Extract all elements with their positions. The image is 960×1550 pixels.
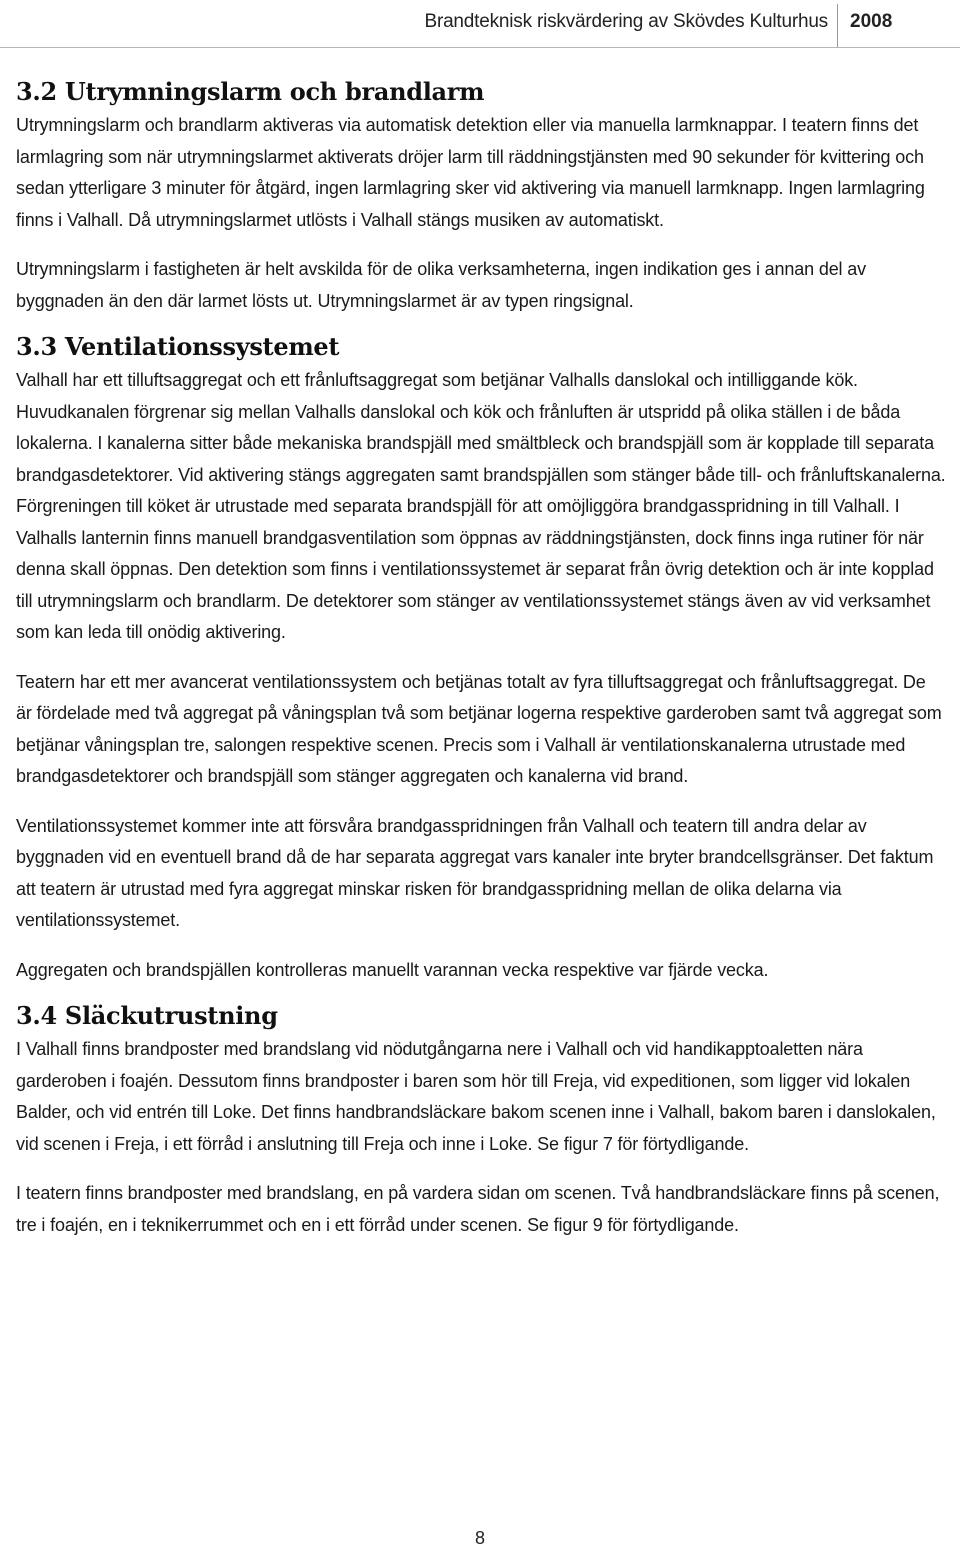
section-ventilation <box>16 329 946 986</box>
paragraph: Aggregaten och brandspjällen kontrolleras manuellt varannan vecka respektive var fjärde vecka. <box>16 959 769 980</box>
header-separator <box>837 4 838 48</box>
paragraph: Utrymningslarm i fastigheten är helt avskilda för de olika verksamheterna, ingen indikation ges i annan del av byggnaden än den där larmet lösts ut. Utrymningslarmet är av typen ringsignal. <box>16 259 866 311</box>
section-utrymningslarm <box>16 74 946 317</box>
header-title: Brandteknisk riskvärdering av Skövdes Kulturhus <box>424 11 828 32</box>
paragraph: Teatern har ett mer avancerat ventilationssystem och betjänas totalt av fyra tilluftsaggregat och frånluftsaggregat. De är fördelade med två aggregat på våningsplan två som betjänar logerna respektive garderoben samt två aggregat som betjänar våningsplan tre, salongen respektive scenen. Precis som i Valhall är ventilationskanalerna utrustade med brandgasdetektorer och brandspjäll som stänger aggregaten och kanalerna vid brand. <box>16 671 942 786</box>
header-year: 2008 <box>850 11 893 32</box>
paragraph: I teatern finns brandposter med brandslang, en på vardera sidan om scenen. Två handbrandsläckare finns på scenen, tre i foajén, en i teknikerrummet och en i ett förråd under scenen. Se figur 9 för förtydligande. <box>16 1183 940 1235</box>
section-heading: 3.4 Släckutrustning <box>16 1001 278 1030</box>
header-rule <box>0 47 960 48</box>
paragraph: Ventilationssystemet kommer inte att försvåra brandgasspridningen från Valhall och teatern till andra delar av byggnaden vid en eventuell brand då de har separata aggregat vars kanaler inte bryter brandcellsgränser. Det faktum att teatern är utrustad med fyra aggregat minskar risken för brandgasspridning mellan de olika delarna via ventilationssystemet. <box>16 815 934 930</box>
paragraph: Valhall har ett tilluftsaggregat och ett frånluftsaggregat som betjänar Valhalls danslokal och intilliggande kök. Huvudkanalen förgrenar sig mellan Valhalls danslokal och kök och frånluften är utspridd på olika ställen i de båda lokalerna. I kanalerna sitter både mekaniska brandspjäll med smältbleck och brandspjäll som är kopplade till separata brandgasdetektorer. Vid aktivering stängs aggregaten samt brandspjällen som stänger både till- och frånluftskanalerna. Förgreningen till köket är utrustade med separata brandspjäll för att omöjliggöra brandgasspridning in till Valhall. I Valhalls lanternin finns manuell brandgasventilation som öppnas av räddningstjänsten, dock finns inga rutiner för när denna skall öppnas. Den detektion som finns i ventilationssystemet är separat från övrig detektion och är inte kopplad till utrymningslarm och brandlarm. De detektorer som stänger av ventilationssystemet stängs även av vid verksamhet som kan leda till onödig aktivering. <box>16 370 946 642</box>
section-heading: 3.3 Ventilationssystemet <box>16 332 340 361</box>
section-slackutrustning <box>16 998 946 1241</box>
page-header <box>0 0 960 48</box>
page-number: 8 <box>474 1528 485 1548</box>
paragraph: I Valhall finns brandposter med brandslang vid nödutgångarna nere i Valhall och vid handikapptoaletten nära garderoben i foajén. Dessutom finns brandposter i baren som hör till Freja, vid expeditionen, som ligger vid lokalen Balder, och vid entrén till Loke. Det finns handbrandsläckare bakom scenen inne i Valhall, bakom baren i danslokalen, vid scenen i Freja, i ett förråd i anslutning till Freja och inne i Loke. Se figur 7 för förtydligande. <box>16 1039 936 1154</box>
document-body <box>16 74 946 1241</box>
paragraph: Utrymningslarm och brandlarm aktiveras via automatisk detektion eller via manuella larmknappar. I teatern finns det larmlagring som när utrymningslarmet aktiverats dröjer larm till räddningstjänsten med 90 sekunder för kvittering och sedan ytterligare 3 minuter för åtgärd, ingen larmlagring sker vid aktivering via manuell larmknapp. Ingen larmlagring finns i Valhall. Då utrymningslarmet utlösts i Valhall stängs musiken av automatiskt. <box>16 115 925 230</box>
section-heading: 3.2 Utrymningslarm och brandlarm <box>16 77 485 106</box>
